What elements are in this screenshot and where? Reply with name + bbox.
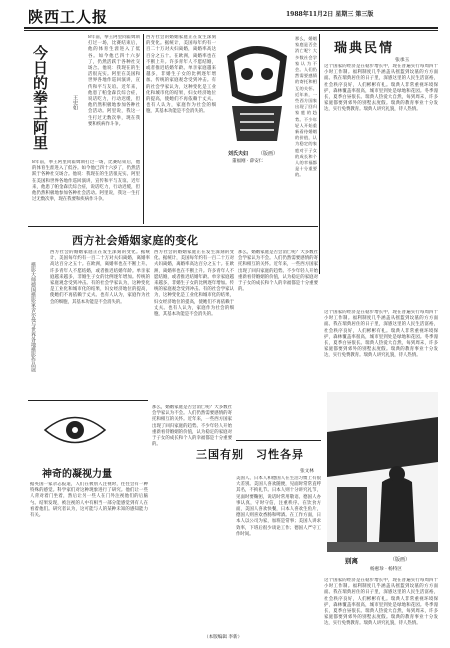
- marriage-body-3: 那么，婚姻家庭是否会消亡呢？大多数社会学家认为不会。人们仍然需要感情的寄托和相互的关怀。近年来，一些西方国家出现了回归家庭的趋势。不少年轻人开始重新看待婚姻的价值，认为稳定的家庭对于子女的成长和个人的幸福都是十分重要的。: [238, 250, 318, 293]
- woodcut-image: [222, 36, 292, 146]
- habits-body: 美国人、日本人和德国人在生活习惯上有很大差别。美国人喜欢随便，见面时常常直呼其名，不拘礼节。日本人则十分讲究礼节，见面时要鞠躬，说话时常用敬语。德国人办事认真，守时守信，注重秩序。在饮食方面，美国人喜欢快餐，日本人喜欢生鱼片，德国人则喜欢香肠和啤酒。在工作方面，日本人以公司为家，加班是常事；美国人讲求效率，下班后很少谈论工作；德国人严守工作时间。: [236, 476, 321, 537]
- art-title: 刘氏夫妇: [228, 151, 249, 157]
- sweden-tail: 这个国家的经济是在稳步增长中，现在普遍实行每周四十小时工作制。福利制度几乎涵盖从摇篮到坟墓的方方面面。我在瑞典居住的日子里，深感这里的人民生活富裕，社会秩序良好，人们彬彬有礼。瑞典人非常重视环境保护，森林覆盖率很高，城市里到处是绿地和花园。冬季漫长，夏季白昼很长。瑞典人热爱大自然，每到周末，许多家庭都要到郊外的别墅去度假。瑞典的教育事业十分发达，实行免费教育。瑞典人讲究礼貌，待人热情。: [324, 578, 438, 627]
- sweden-body: 这个国家的经济是在稳步增长中，现在普遍实行每周四十小时工作制。福利制度几乎涵盖从摇篮到坟墓的方方面面。我在瑞典居住的日子里，深感这里的人民生活富裕，社会秩序良好，人们彬彬有礼。瑞典人非常重视环境保护，森林覆盖率很高，城市里到处是绿地和花园。冬季漫长，夏季白昼很长。瑞典人热爱大自然，每到周末，许多家庭都要到郊外的别墅去度假。瑞典的教育事业十分发达，实行免费教育。瑞典人讲究礼貌，待人热情。: [324, 64, 438, 113]
- art-artists: 董福刚 · 薛安仁: [232, 159, 264, 164]
- rule-habits: [236, 440, 321, 441]
- mystery-headline: 神奇的凝视力量: [42, 469, 112, 480]
- farewell-image: [327, 392, 438, 552]
- sweden-title: 瑞典民情: [334, 41, 395, 56]
- art-subtitle: （版画）: [258, 151, 279, 157]
- habits-author: 张文林: [300, 469, 314, 474]
- habits-headline: 三国有别 习性各异: [196, 448, 304, 461]
- middle-lower-body: 那么，婚姻家庭是否会消亡呢？大多数社会学家认为不会。人们仍然需要感情的寄托和相互的关怀。近年来，一些西方国家出现了回归家庭的趋势。不少年轻人开始重新看待婚姻的价值，认为稳定的家庭对于子女的成长和个人的幸福都是十分重要的。: [152, 405, 232, 448]
- eye-illustration: [40, 405, 110, 455]
- ali-body: 8年前，拳王阿里同霍姆斯打过一场，比赛结束后，他的体育生涯进入了低谷。如今他已四十六岁了，仍然活跃于各种社交场合。他说：我现在的生活很充实。阿里在美国和世界各地作巡回演讲，宣传和平与友谊。近年来，他患了帕金森氏综合症，说话吃力，行动迟缓，但他仍然积极地参加各种社会活动。阿里说，我这一生打过无数次拳，现在我要和疾病作斗争。: [88, 35, 140, 127]
- sweden-body-cont: 这个国家的经济是在稳步增长中，现在普遍实行每周四十小时工作制。福利制度几乎涵盖从摇篮到坟墓的方方面面。我在瑞典居住的日子里，深感这里的人民生活富裕，社会秩序良好，人们彬彬有礼。瑞典人非常重视环境保护，森林覆盖率很高，城市里到处是绿地和花园。冬季漫长，夏季白昼很长。瑞典人热爱大自然，每到周末，许多家庭都要到郊外的别墅去度假。瑞典的教育事业十分发达，实行免费教育。瑞典人讲究礼貌，待人热情。: [324, 310, 438, 359]
- art-side-text: 那么，婚姻家庭是否会消亡呢？大多数社会学家认为不会。人们仍然需要感情的寄托和相互的关怀。近年来，一些西方国家出现了回归家庭的趋势。不少年轻人开始重新看待婚姻的价值，认为稳定的家庭对于子女的成长和个人的幸福都是十分重要的。: [295, 36, 317, 178]
- sweden-author: 张承玉: [395, 58, 410, 63]
- farewell-type: （版画）: [390, 557, 411, 563]
- marriage-headline: 西方社会婚姻家庭的变化: [72, 234, 199, 247]
- farewell-title: 别离: [345, 557, 358, 565]
- woodcut-graphic: [222, 36, 292, 146]
- ali-author: 王史如: [72, 95, 78, 110]
- masthead-rule-thin: [24, 30, 438, 31]
- rule-marriage-top: [28, 226, 318, 227]
- ali-body-bottom: 8年前，拳王阿里同霍姆斯打过一场，比赛结束后，他的体育生涯进入了低谷。如今他已四十六岁了，仍然活跃于各种社交场合。他说：我现在的生活很充实。阿里在美国和世界各地作巡回演讲，宣传和平与友谊。近年来，他患了帕金森氏综合症，说话吃力，行动迟缓，但他仍然积极地参加各种社会活动。阿里说，我这一生打过无数次拳，现在我要和疾病作斗争。: [32, 160, 140, 203]
- divider-right: [319, 34, 320, 274]
- date-line: 1988年11月2日 星期三 第三版: [286, 11, 374, 18]
- farewell-woodcut: [327, 392, 438, 552]
- marriage-body: 西方社会的婚姻家庭正在发生深刻的变化。据统计，美国每年约有一百二十万对夫妇离婚，离婚率高达百分之五十。在欧洲，离婚率也在不断上升。许多青年人不愿结婚，或者推迟结婚年龄。单亲家庭越来越多，非婚生子女的比例逐年增加。传统的家庭观念受到冲击。有的社会学家认为，这种变化是工业化和城市化的结果，妇女经济地位的提高，使她们不再依赖于丈夫。也有人认为，家庭作为社会的细胞，其基本功能是不会消失的。: [50, 250, 150, 305]
- masthead-logo: 陕西工人报: [28, 8, 109, 26]
- marriage-body-2: 西方社会的婚姻家庭正在发生深刻的变化。据统计，美国每年约有一百二十万对夫妇离婚，离婚率高达百分之五十。在欧洲，离婚率也在不断上升。许多青年人不愿结婚，或者推迟结婚年龄。单亲家庭越来越多，非婚生子女的比例逐年增加。传统的家庭观念受到冲击。有的社会学家认为，这种变化是工业化和城市化的结果，妇女经济地位的提高，使她们不再依赖于丈夫。也有人认为，家庭作为社会的细胞，其基本功能是不会消失的。: [154, 250, 234, 318]
- footer-note: （本版编辑 李新）: [204, 635, 243, 640]
- mystery-body: 据英国一家杂志报道，人们在被别人注视时，往往会有一种特殊的感觉。科学家们对这种现象进行了研究。他们让一些人背对着门坐着，然后让另一些人在门外注视他们的后脑勺。结果发现，被注视的人中有相当一部分能感觉到有人在看着他们。研究者认为，这可能与人的某种未知的感知能力有关。: [30, 482, 148, 519]
- rule-mystery: [28, 400, 148, 401]
- mystery-illustration: [40, 405, 110, 455]
- ali-headline: 今日的拳王阿里: [31, 45, 49, 150]
- middle-top-body: 西方社会的婚姻家庭正在发生深刻的变化。据统计，美国每年约有一百二十万对夫妇离婚，离婚率高达百分之五十。在欧洲，离婚率也在不断上升。许多青年人不愿结婚，或者推迟结婚年龄。单亲家庭越来越多，非婚生子女的比例逐年增加。传统的家庭观念受到冲击。有的社会学家认为，这种变化是工业化和城市化的结果，妇女经济地位的提高，使她们不再依赖于丈夫。也有人认为，家庭作为社会的细胞，其基本功能是不会消失的。: [146, 35, 216, 115]
- masthead-rule: [24, 27, 438, 29]
- farewell-author: 杨惠珍 · 杨特区: [370, 567, 402, 572]
- divider-left-mid: [143, 34, 144, 224]
- photo-exhibit-vertical: 摄影大师德国摄影家舍尔曼与世界各地摄影作品展: [30, 262, 36, 372]
